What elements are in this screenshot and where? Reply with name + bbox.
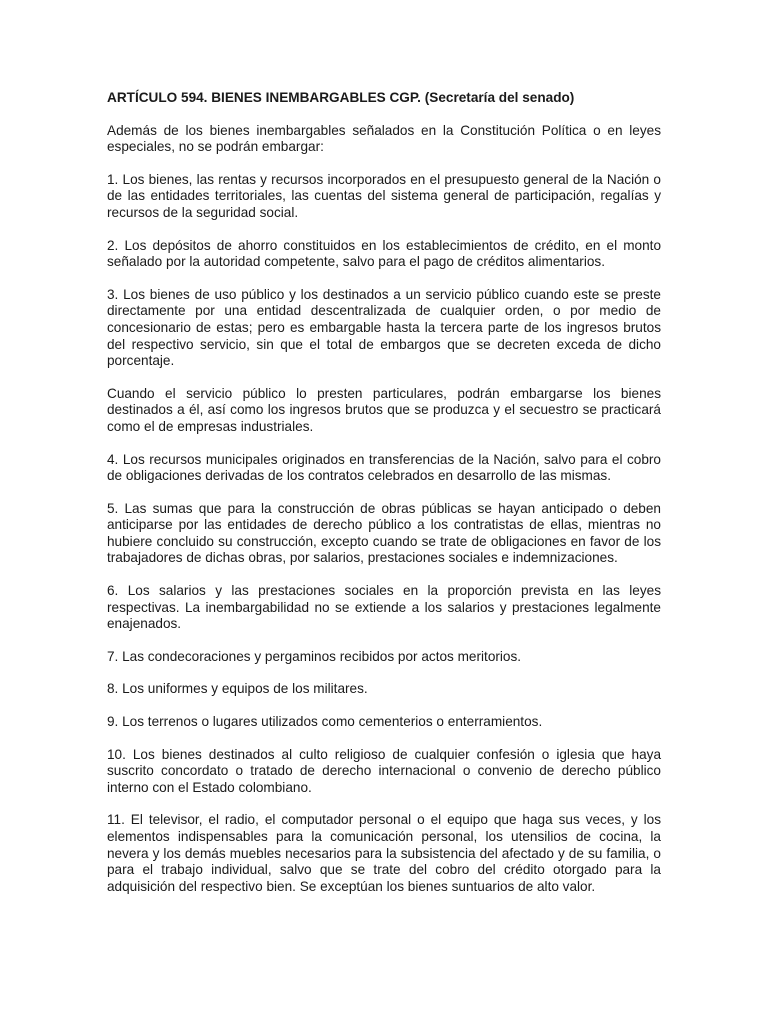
item-3-continuation-paragraph: Cuando el servicio público lo presten particulares, podrán embargarse los bienes destinados a él, así como los ingresos brutos que se produzca y el secuestro se practicará como el de empresas industriales.: [107, 385, 661, 434]
item-6-paragraph: 6. Los salarios y las prestaciones sociales en la proporción prevista en las leyes respectivas. La inembargabilidad no se extiende a los salarios y prestaciones legalmente enajenados.: [107, 583, 661, 632]
item-7-paragraph: 7. Las condecoraciones y pergaminos recibidos por actos meritorios.: [107, 648, 522, 664]
item-2-paragraph: 2. Los depósitos de ahorro constituidos en los establecimientos de crédito, en el monto señalado por la autoridad competente, salvo para el pago de créditos alimentarios.: [107, 237, 661, 270]
item-4-paragraph: 4. Los recursos municipales originados en transferencias de la Nación, salvo para el cobro de obligaciones derivadas de los contratos celebrados en desarrollo de las mismas.: [107, 451, 661, 484]
item-5-paragraph: 5. Las sumas que para la construcción de obras públicas se hayan anticipado o deben anticiparse por las entidades de derecho público a los contratistas de ellas, mientras no hubiere concluido su construcción, excepto cuando se trate de obligaciones en favor de los trabajadores de dichas obras, por salarios, prestaciones sociales e indemnizaciones.: [107, 500, 661, 566]
item-11-paragraph: 11. El televisor, el radio, el computador personal o el equipo que haga sus veces, y los elementos indispensables para la comunicación personal, los utensilios de cocina, la nevera y los demás muebles necesarios para la subsistencia del afectado y de su familia, o para el trabajo individual, salvo que se trate del cobro del crédito otorgado para la adquisición del respectivo bien. Se exceptúan los bienes suntuarios de alto valor.: [107, 812, 661, 894]
item-8-paragraph: 8. Los uniformes y equipos de los militares.: [107, 681, 368, 697]
intro-paragraph: Además de los bienes inembargables señalados en la Constitución Política o en leyes especiales, no se podrán embargar:: [107, 122, 661, 155]
article-title: ARTÍCULO 594. BIENES INEMBARGABLES CGP. (Secretaría del senado): [107, 90, 575, 105]
item-9-paragraph: 9. Los terrenos o lugares utilizados como cementerios o enterramientos.: [107, 714, 543, 730]
item-3-paragraph: 3. Los bienes de uso público y los destinados a un servicio público cuando este se preste directamente por una entidad descentralizada de cualquier orden, o por medio de concesionario de estas; pero es embargable hasta la tercera parte de los ingresos brutos del respectivo servicio, sin que el total de embargos que se decreten exceda de dicho porcentaje.: [107, 286, 661, 369]
item-10-paragraph: 10. Los bienes destinados al culto religioso de cualquier confesión o iglesia que haya suscrito concordato o tratado de derecho internacional o convenio de derecho público interno con el Estado colombiano.: [107, 746, 661, 795]
item-1-paragraph: 1. Los bienes, las rentas y recursos incorporados en el presupuesto general de la Nación o de las entidades territoriales, las cuentas del sistema general de participación, regalías y recursos de la seguridad social.: [107, 171, 661, 220]
document-page: [107, 90, 661, 911]
